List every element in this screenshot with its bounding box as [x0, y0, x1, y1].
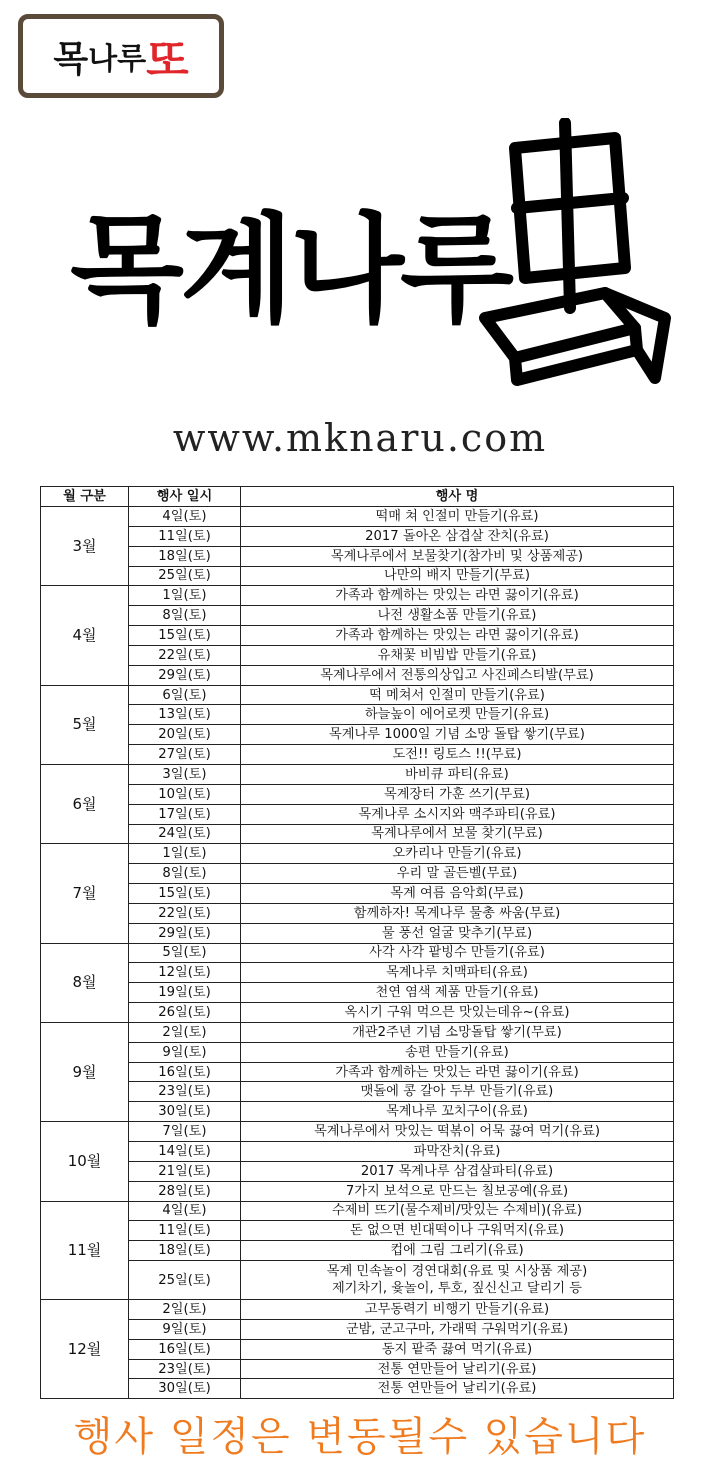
table-row	[41, 645, 674, 665]
event-name: 맷돌에 콩 갈아 두부 만들기(유료)	[241, 1082, 674, 1102]
table-row	[41, 864, 674, 884]
table-row	[41, 606, 674, 626]
table-row	[41, 1161, 674, 1181]
table-row	[41, 844, 674, 864]
event-name: 가족과 함께하는 맛있는 라면 끓이기(유료)	[241, 586, 674, 606]
event-name: 가족과 함께하는 맛있는 라면 끓이기(유료)	[241, 1062, 674, 1082]
event-date: 22일(토)	[129, 645, 241, 665]
event-name: 옥시기 구워 먹으믄 맛있는데유~(유료)	[241, 1003, 674, 1023]
event-name: 목계나루에서 맛있는 떡볶이 어묵 끓여 먹기(유료)	[241, 1122, 674, 1142]
event-date: 17일(토)	[129, 804, 241, 824]
event-date: 25일(토)	[129, 1261, 241, 1300]
table-row	[41, 1359, 674, 1379]
event-name: 송편 만들기(유료)	[241, 1042, 674, 1062]
event-schedule-table	[40, 486, 674, 1399]
event-date: 14일(토)	[129, 1142, 241, 1162]
event-name-line-2: 제기차기, 윷놀이, 투호, 짚신신고 달리기 등	[331, 1281, 583, 1297]
event-date: 15일(토)	[129, 884, 241, 904]
event-name: 오카리나 만들기(유료)	[241, 844, 674, 864]
event-name: 나전 생활소품 만들기(유료)	[241, 606, 674, 626]
event-date: 21일(토)	[129, 1161, 241, 1181]
event-name: 물 풍선 얼굴 맞추기(무료)	[241, 923, 674, 943]
table-row	[41, 1300, 674, 1320]
event-date: 18일(토)	[129, 546, 241, 566]
event-date: 18일(토)	[129, 1241, 241, 1261]
book-icon	[455, 118, 675, 408]
event-date: 28일(토)	[129, 1181, 241, 1201]
month-cell: 10월	[41, 1122, 129, 1201]
header-date: 행사 일시	[129, 487, 241, 507]
month-cell: 8월	[41, 943, 129, 1022]
schedule-change-notice: 행사 일정은 변동될수 있습니다	[73, 1414, 647, 1460]
logo-part-1: 목	[53, 38, 89, 80]
event-name: 도전!! 링토스 !!(무료)	[241, 745, 674, 765]
event-name: 목계나루 꼬치구이(유료)	[241, 1102, 674, 1122]
event-date: 2일(토)	[129, 1300, 241, 1320]
event-name: 목계나루에서 전통의상입고 사진페스티발(무료)	[241, 665, 674, 685]
table-row	[41, 1042, 674, 1062]
event-name: 유채꽃 비빔밥 만들기(유료)	[241, 645, 674, 665]
event-name: 군밤, 군고구마, 가래떡 구워먹기(유료)	[241, 1319, 674, 1339]
event-name: 2017 목계나루 삼겹살파티(유료)	[241, 1161, 674, 1181]
table-row	[41, 1122, 674, 1142]
table-row	[41, 566, 674, 586]
table-row	[41, 1082, 674, 1102]
event-date: 19일(토)	[129, 983, 241, 1003]
table-row	[41, 983, 674, 1003]
event-date: 30일(토)	[129, 1379, 241, 1399]
table-row	[41, 804, 674, 824]
logo-part-3: 또	[146, 35, 189, 86]
event-name: 2017 돌아온 삼겹살 잔치(유료)	[241, 526, 674, 546]
event-date: 29일(토)	[129, 923, 241, 943]
event-name: 수제비 뜨기(물수제비/맛있는 수제비)(유료)	[241, 1201, 674, 1221]
event-name: 나만의 배지 만들기(무료)	[241, 566, 674, 586]
table-row	[41, 546, 674, 566]
month-cell: 5월	[41, 685, 129, 764]
event-date: 12일(토)	[129, 963, 241, 983]
event-date: 10일(토)	[129, 784, 241, 804]
event-date: 23일(토)	[129, 1082, 241, 1102]
event-name: 7가지 보석으로 만드는 칠보공예(유료)	[241, 1181, 674, 1201]
logo-part-2: 나루	[88, 42, 147, 77]
event-date: 13일(토)	[129, 705, 241, 725]
event-date: 4일(토)	[129, 1201, 241, 1221]
event-date: 5일(토)	[129, 943, 241, 963]
event-name: 고무동력기 비행기 만들기(유료)	[241, 1300, 674, 1320]
event-name: 돈 없으면 빈대떡이나 구워먹지(유료)	[241, 1221, 674, 1241]
event-date: 9일(토)	[129, 1319, 241, 1339]
table-row	[41, 1181, 674, 1201]
event-date: 22일(토)	[129, 903, 241, 923]
table-row	[41, 586, 674, 606]
event-name: 파막잔치(유료)	[241, 1142, 674, 1162]
table-row	[41, 665, 674, 685]
event-name: 함께하자! 목계나루 물총 싸움(무료)	[241, 903, 674, 923]
table-row	[41, 1003, 674, 1023]
event-date: 7일(토)	[129, 1122, 241, 1142]
table-header-row	[41, 487, 674, 507]
event-name: 가족과 함께하는 맛있는 라면 끓이기(유료)	[241, 626, 674, 646]
event-name: 사각 사각 팥빙수 만들기(유료)	[241, 943, 674, 963]
month-cell: 3월	[41, 507, 129, 586]
month-cell: 6월	[41, 764, 129, 843]
event-date: 1일(토)	[129, 844, 241, 864]
table-row	[41, 1142, 674, 1162]
table-row	[41, 507, 674, 527]
event-date: 1일(토)	[129, 586, 241, 606]
event-date: 27일(토)	[129, 745, 241, 765]
header-event: 행사 명	[241, 487, 674, 507]
event-name	[241, 1261, 674, 1300]
event-date: 15일(토)	[129, 626, 241, 646]
event-name: 우리 말 골든벨(무료)	[241, 864, 674, 884]
event-date: 8일(토)	[129, 606, 241, 626]
table-row	[41, 903, 674, 923]
table-row	[41, 1201, 674, 1221]
table-row	[41, 1241, 674, 1261]
event-date: 11일(토)	[129, 1221, 241, 1241]
table-row	[41, 1339, 674, 1359]
table-row	[41, 784, 674, 804]
event-name: 떡매 쳐 인절미 만들기(유료)	[241, 507, 674, 527]
table-row	[41, 943, 674, 963]
table-row	[41, 1379, 674, 1399]
table-row	[41, 824, 674, 844]
table-row	[41, 1062, 674, 1082]
table-row	[41, 526, 674, 546]
event-name: 떡 메쳐서 인절미 만들기(유료)	[241, 685, 674, 705]
event-date: 2일(토)	[129, 1022, 241, 1042]
event-name: 목계나루에서 보물찾기(참가비 및 상품제공)	[241, 546, 674, 566]
event-date: 11일(토)	[129, 526, 241, 546]
event-date: 16일(토)	[129, 1062, 241, 1082]
table-row	[41, 963, 674, 983]
event-name: 목계 여름 음악회(무료)	[241, 884, 674, 904]
table-row	[41, 1319, 674, 1339]
table-row	[41, 1261, 674, 1300]
table-row	[41, 705, 674, 725]
page-title: 목계나루	[70, 200, 510, 339]
event-name: 전통 연만들어 날리기(유료)	[241, 1379, 674, 1399]
month-cell: 4월	[41, 586, 129, 685]
table-row	[41, 1221, 674, 1241]
event-date: 25일(토)	[129, 566, 241, 586]
event-date: 24일(토)	[129, 824, 241, 844]
event-name: 목계나루 치맥파티(유료)	[241, 963, 674, 983]
event-date: 29일(토)	[129, 665, 241, 685]
event-date: 9일(토)	[129, 1042, 241, 1062]
month-cell: 12월	[41, 1300, 129, 1399]
event-name: 하늘높이 에어로켓 만들기(유료)	[241, 705, 674, 725]
event-name: 목계나루 소시지와 맥주파티(유료)	[241, 804, 674, 824]
event-date: 23일(토)	[129, 1359, 241, 1379]
event-name: 천연 염색 제품 만들기(유료)	[241, 983, 674, 1003]
event-name: 컵에 그림 그리기(유료)	[241, 1241, 674, 1261]
event-date: 4일(토)	[129, 507, 241, 527]
event-date: 30일(토)	[129, 1102, 241, 1122]
table-row	[41, 725, 674, 745]
event-date: 6일(토)	[129, 685, 241, 705]
table-row	[41, 685, 674, 705]
table-row	[41, 764, 674, 784]
event-date: 16일(토)	[129, 1339, 241, 1359]
event-name: 목계나루에서 보물 찾기(무료)	[241, 824, 674, 844]
event-name-line-1: 목계 민속놀이 경연대회(유료 및 시상품 제공)	[326, 1264, 588, 1280]
header-month: 월 구분	[41, 487, 129, 507]
brand-logo	[18, 14, 224, 98]
event-date: 26일(토)	[129, 1003, 241, 1023]
table-row	[41, 1022, 674, 1042]
table-row	[41, 1102, 674, 1122]
event-name: 목계나루 1000일 기념 소망 돌탑 쌓기(무료)	[241, 725, 674, 745]
table-row	[41, 745, 674, 765]
event-name: 개관2주년 기념 소망돌탑 쌓기(무료)	[241, 1022, 674, 1042]
table-row	[41, 626, 674, 646]
table-row	[41, 923, 674, 943]
event-name: 전통 연만들어 날리기(유료)	[241, 1359, 674, 1379]
event-date: 8일(토)	[129, 864, 241, 884]
month-cell: 7월	[41, 844, 129, 943]
event-name: 동지 팥죽 끓여 먹기(유료)	[241, 1339, 674, 1359]
event-date: 3일(토)	[129, 764, 241, 784]
event-name: 바비큐 파티(유료)	[241, 764, 674, 784]
month-cell: 11월	[41, 1201, 129, 1300]
event-name: 목계장터 가훈 쓰기(무료)	[241, 784, 674, 804]
month-cell: 9월	[41, 1022, 129, 1121]
table-row	[41, 884, 674, 904]
event-date: 20일(토)	[129, 725, 241, 745]
website-url: www.mknaru.com	[172, 416, 548, 460]
